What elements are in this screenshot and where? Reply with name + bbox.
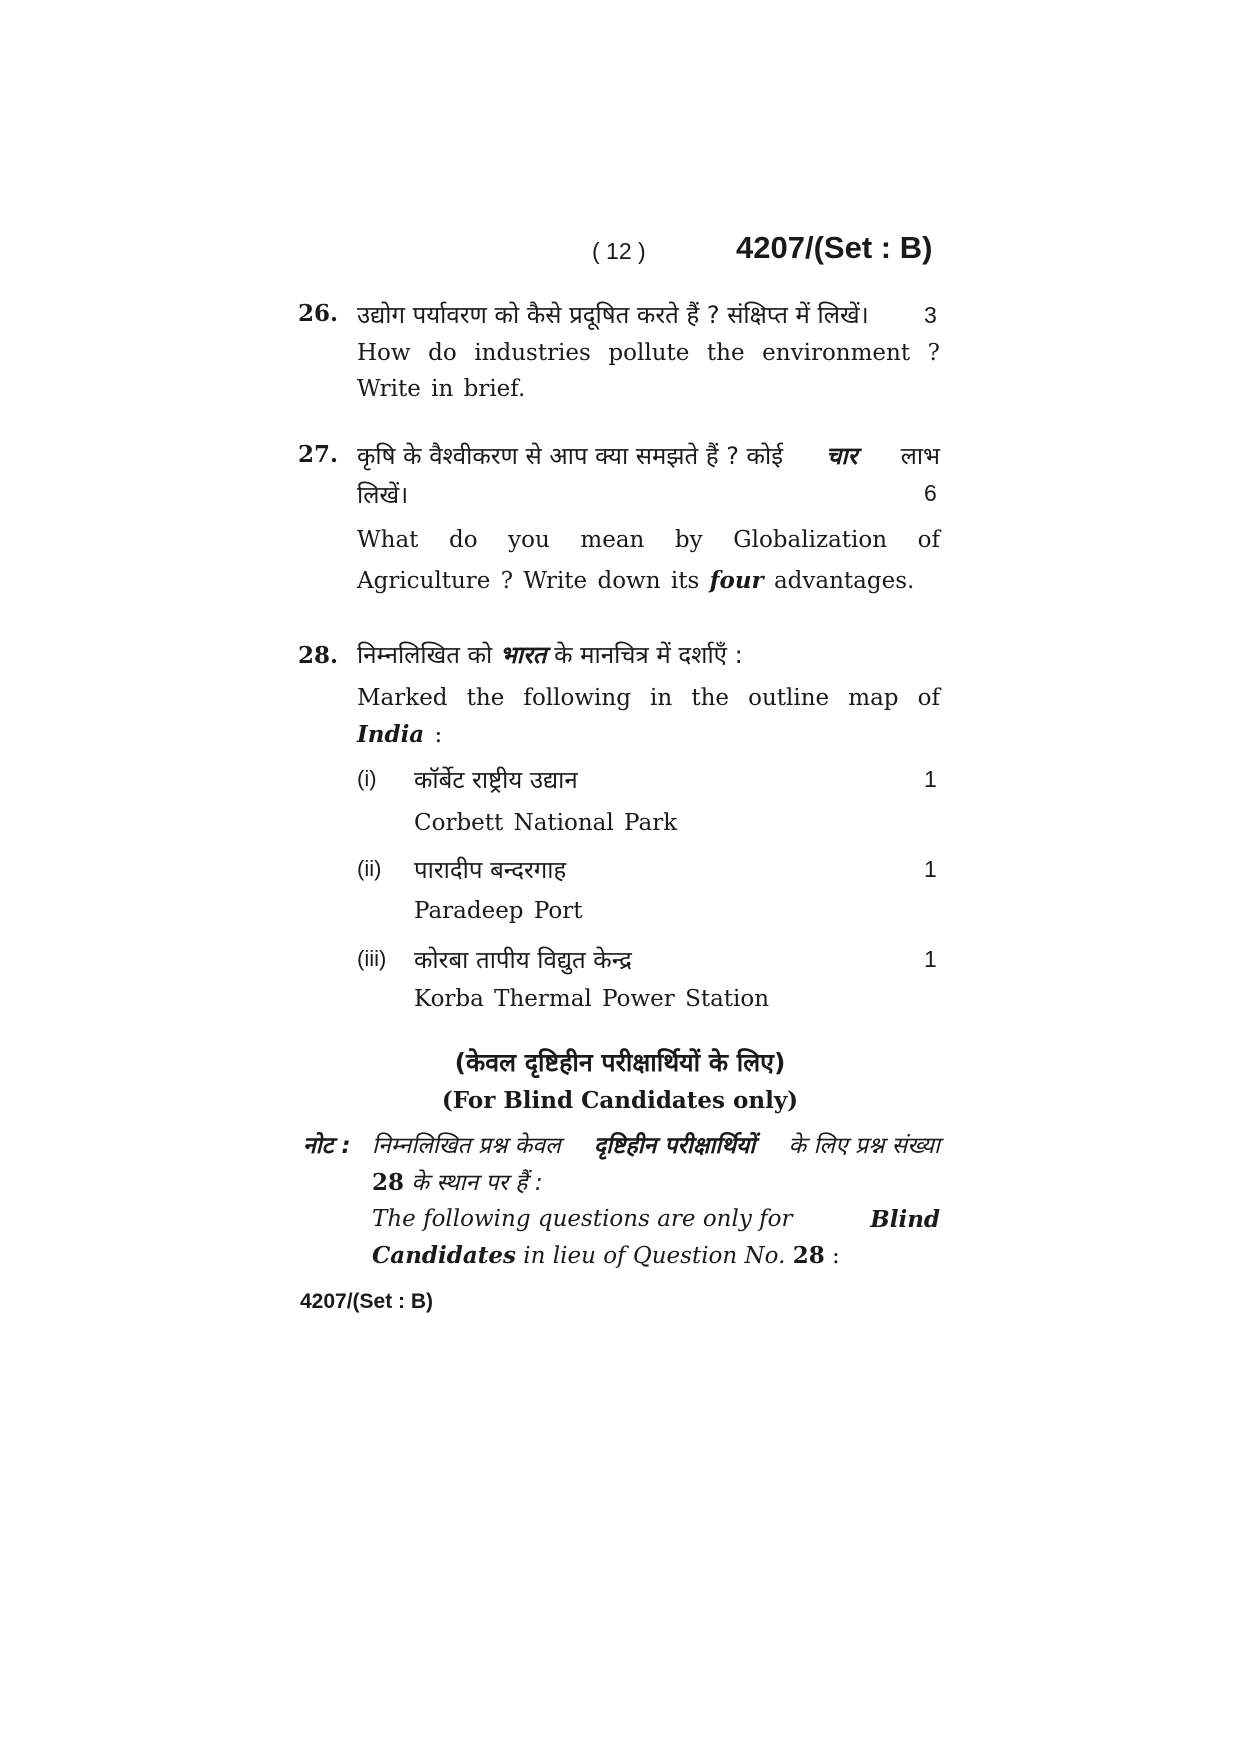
blind-heading-english: (For Blind Candidates only) xyxy=(441,1087,799,1114)
note-english-line2 xyxy=(372,1242,840,1269)
map-item-hindi: कॉर्बेट राष्ट्रीय उद्यान xyxy=(414,766,578,794)
question-28-english-colon: : xyxy=(434,722,443,748)
map-item-label: (iii) xyxy=(357,946,387,971)
note-english-line1 xyxy=(372,1206,940,1233)
blind-heading-hindi: (केवल दृष्टिहीन परीक्षार्थियों के लिए) xyxy=(454,1048,786,1077)
note-english-emphasis: Blind xyxy=(870,1206,940,1233)
note-question-number: 28 xyxy=(372,1169,405,1196)
map-item-marks: 1 xyxy=(924,946,937,972)
question-28-english-line2 xyxy=(357,721,442,748)
question-27-marks: 6 xyxy=(924,480,937,506)
question-28-hindi xyxy=(357,638,743,671)
map-item-label: (ii) xyxy=(357,856,382,881)
question-26-hindi: उद्योग पर्यावरण को कैसे प्रदूषित करते हैं ? संक्षिप्त में लिखें। xyxy=(357,301,869,329)
map-item-label: (i) xyxy=(357,766,377,791)
question-27-hindi-emphasis: चार xyxy=(826,442,858,470)
question-28-english-line1: Marked the following in the outline map of xyxy=(357,685,940,711)
note-english-emphasis: Candidates xyxy=(372,1242,516,1269)
note-hindi-text: के स्थान पर हैं : xyxy=(411,1170,543,1196)
question-27-english-text: Agriculture ? Write down its xyxy=(357,568,700,594)
question-26-english-line2: Write in brief. xyxy=(357,376,526,402)
note-hindi-line1 xyxy=(372,1128,940,1160)
map-item-english: Korba Thermal Power Station xyxy=(414,986,770,1012)
note-label: नोट : xyxy=(303,1133,351,1159)
question-26-marks: 3 xyxy=(924,302,937,328)
question-28-english-emphasis: India xyxy=(357,721,425,748)
question-27-english-line1: What do you mean by Globalization of xyxy=(357,527,940,553)
page-number: ( 12 ) xyxy=(592,238,646,264)
question-28-hindi-text-end: के मानचित्र में दर्शाएँ : xyxy=(554,641,743,669)
question-26-english-line1: How do industries pollute the environment ? xyxy=(357,340,940,366)
question-27-english-emphasis: four xyxy=(709,567,764,594)
question-27-hindi-line1 xyxy=(357,439,940,472)
map-item-hindi: कोरबा तापीय विद्युत केन्द्र xyxy=(414,946,632,974)
map-item-marks: 1 xyxy=(924,766,937,792)
set-code-footer: 4207/(Set : B) xyxy=(300,1290,434,1313)
set-code-header: 4207/(Set : B) xyxy=(736,230,933,265)
map-item-marks: 1 xyxy=(924,856,937,882)
note-english-colon: : xyxy=(832,1243,840,1269)
note-hindi-text-end: के लिए प्रश्न संख्या xyxy=(788,1133,940,1159)
question-27-hindi-text-end: लाभ xyxy=(900,442,940,470)
question-27-hindi-text: कृषि के वैश्वीकरण से आप क्या समझते हैं ? कोई xyxy=(357,442,783,470)
question-27-english-text-end: advantages. xyxy=(773,568,915,594)
question-27-number: 27. xyxy=(298,441,339,468)
note-hindi-line2 xyxy=(372,1165,543,1197)
question-28-number: 28. xyxy=(298,642,339,669)
note-english-text: in lieu of Question No. xyxy=(523,1243,786,1269)
note-hindi-text: निम्नलिखित प्रश्न केवल xyxy=(372,1133,561,1159)
map-item-hindi: पारादीप बन्दरगाह xyxy=(414,856,567,884)
map-item-english: Corbett National Park xyxy=(414,810,678,836)
question-26-number: 26. xyxy=(298,300,339,327)
question-28-hindi-text: निम्नलिखित को xyxy=(357,641,493,669)
map-item-english: Paradeep Port xyxy=(414,898,583,924)
note-hindi-emphasis: दृष्टिहीन परीक्षार्थियों xyxy=(593,1133,756,1159)
note-english-text: The following questions are only for xyxy=(372,1206,793,1232)
question-28-hindi-emphasis: भारत xyxy=(499,641,547,669)
question-27-english-line2 xyxy=(357,567,914,594)
note-question-number: 28 xyxy=(792,1242,825,1269)
question-27-hindi-line2: लिखें। xyxy=(357,481,409,509)
